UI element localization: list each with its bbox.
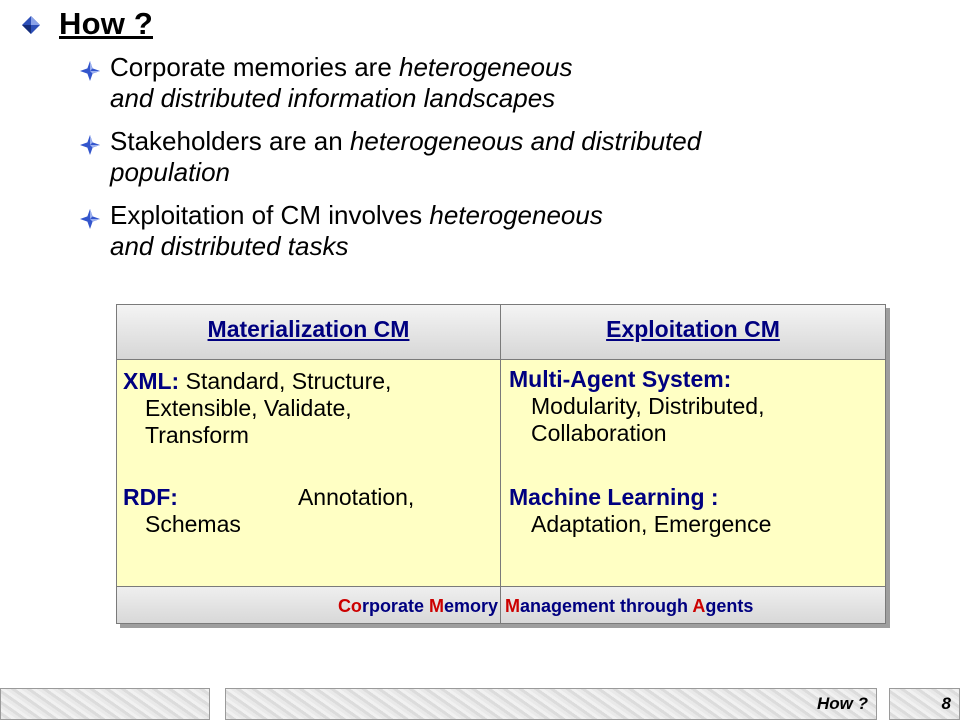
mas-entry (509, 366, 881, 447)
left-body-cell (116, 359, 501, 587)
xml-line1: Standard, Structure, (179, 368, 392, 394)
ml-line1: Adaptation, Emergence (531, 511, 772, 537)
slide-title: How ? (59, 6, 153, 41)
mas-line2: Collaboration (531, 420, 667, 446)
bullet-line: and distributed information landscapes (110, 83, 556, 113)
diamond-bullet-icon (22, 16, 39, 33)
title-row (22, 6, 153, 42)
rdf-line2: Schemas (145, 511, 241, 537)
rdf-line1: Annotation, (297, 484, 415, 510)
right-body-cell (500, 359, 886, 587)
bullet-line: population (110, 157, 230, 187)
right-header-cell (500, 304, 886, 360)
four-star-bullet-icon (80, 126, 110, 188)
bullet-line: Exploitation of CM involves heterogeneous (110, 200, 603, 230)
rdf-key: RDF: (123, 484, 178, 510)
left-header: Materialization CM (207, 316, 410, 342)
right-header: Exploitation CM (606, 316, 780, 342)
four-star-bullet-icon (80, 200, 110, 262)
xml-entry (123, 368, 498, 449)
rdf-entry (123, 484, 498, 538)
comparison-table (116, 304, 886, 624)
left-header-cell (116, 304, 501, 360)
bullet-line: Stakeholders are an heterogeneous and distributed (110, 126, 702, 156)
four-star-bullet-icon (80, 52, 110, 114)
footer-bar-left (0, 688, 210, 720)
footer-bar-page (889, 688, 960, 720)
mas-line1: Modularity, Distributed, (531, 393, 765, 419)
ml-entry (509, 484, 881, 538)
xml-key: XML: (123, 368, 180, 394)
footer-management-agents: Management through Agents (505, 596, 754, 616)
footer-title: How ? (817, 694, 868, 713)
right-footer-cell (500, 586, 886, 624)
footer-bar-title (225, 688, 877, 720)
xml-line3: Transform (145, 422, 249, 448)
bullet-item (80, 126, 870, 188)
ml-key: Machine Learning : (509, 484, 719, 510)
bullet-line: and distributed tasks (110, 231, 349, 261)
bullet-line: Corporate memories are heterogeneous (110, 52, 573, 82)
bullet-item (80, 52, 870, 114)
bullet-item (80, 200, 870, 262)
footer-corporate-memory: Corporate Memory (337, 596, 498, 616)
page-number: 8 (941, 694, 951, 713)
xml-line2: Extensible, Validate, (145, 395, 352, 421)
left-footer-cell (116, 586, 501, 624)
mas-key: Multi-Agent System: (509, 366, 732, 392)
